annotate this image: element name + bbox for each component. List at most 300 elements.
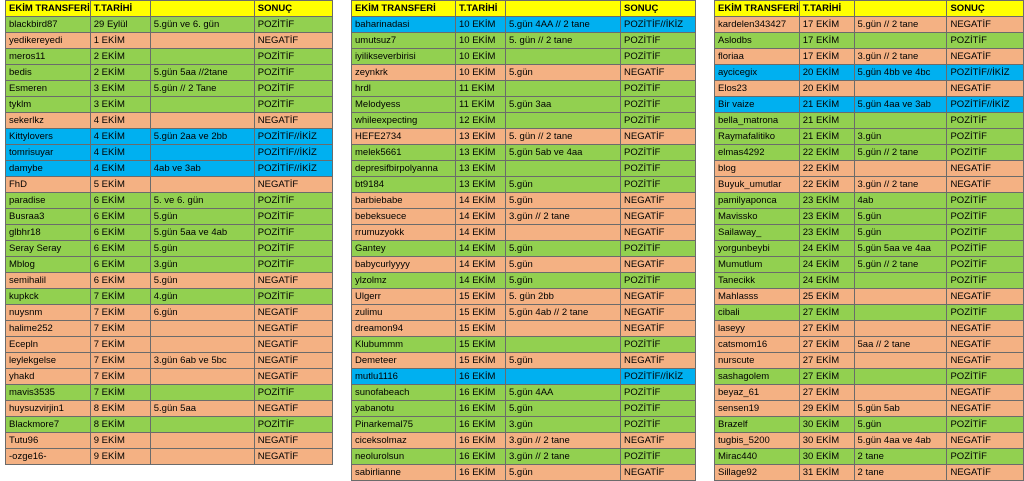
name-cell[interactable]: Esmeren bbox=[6, 81, 91, 97]
date-cell[interactable]: 16 EKİM bbox=[456, 385, 506, 401]
note-cell[interactable]: 5.gün 3aa bbox=[506, 97, 621, 113]
result-cell[interactable]: NEGATİF bbox=[621, 225, 696, 241]
name-cell[interactable]: Klubummm bbox=[352, 337, 456, 353]
note-cell[interactable]: 3.gün bbox=[506, 417, 621, 433]
name-cell[interactable]: blackbird87 bbox=[6, 17, 91, 33]
date-cell[interactable]: 24 EKİM bbox=[799, 273, 854, 289]
name-cell[interactable]: Mavissko bbox=[715, 209, 800, 225]
name-cell[interactable]: aycicegix bbox=[715, 65, 800, 81]
name-cell[interactable]: Tutu96 bbox=[6, 433, 91, 449]
name-cell[interactable]: Mahlasss bbox=[715, 289, 800, 305]
note-cell[interactable]: 5.gün 4AA // 2 tane bbox=[506, 17, 621, 33]
date-cell[interactable]: 27 EKİM bbox=[799, 321, 854, 337]
date-cell[interactable]: 27 EKİM bbox=[799, 337, 854, 353]
note-cell[interactable]: 2 tane bbox=[854, 465, 947, 481]
note-cell[interactable]: 5.gün bbox=[150, 241, 254, 257]
note-cell[interactable]: 5.gün // 2 tane bbox=[854, 145, 947, 161]
date-cell[interactable]: 13 EKİM bbox=[456, 145, 506, 161]
date-cell[interactable]: 17 EKİM bbox=[799, 33, 854, 49]
name-cell[interactable]: Brazelf bbox=[715, 417, 800, 433]
date-cell[interactable]: 15 EKİM bbox=[456, 353, 506, 369]
name-cell[interactable]: leylekgelse bbox=[6, 353, 91, 369]
name-cell[interactable]: Melodyess bbox=[352, 97, 456, 113]
name-cell[interactable]: Demeteer bbox=[352, 353, 456, 369]
result-cell[interactable]: POZİTİF bbox=[254, 97, 332, 113]
date-cell[interactable]: 8 EKİM bbox=[90, 401, 150, 417]
note-cell[interactable]: 5.gün 4aa ve 4ab bbox=[854, 433, 947, 449]
note-cell[interactable] bbox=[150, 449, 254, 465]
date-cell[interactable]: 1 EKİM bbox=[90, 33, 150, 49]
note-cell[interactable] bbox=[854, 353, 947, 369]
name-cell[interactable]: Pinarkemal75 bbox=[352, 417, 456, 433]
name-cell[interactable]: bedis bbox=[6, 65, 91, 81]
note-cell[interactable]: 5.gün bbox=[854, 209, 947, 225]
result-cell[interactable]: POZİTİF bbox=[254, 65, 332, 81]
note-cell[interactable] bbox=[854, 81, 947, 97]
result-cell[interactable]: POZİTİF bbox=[947, 193, 1024, 209]
note-cell[interactable] bbox=[150, 97, 254, 113]
result-cell[interactable]: NEGATİF bbox=[947, 321, 1024, 337]
note-cell[interactable] bbox=[150, 385, 254, 401]
note-cell[interactable]: 5. gün // 2 tane bbox=[506, 33, 621, 49]
note-cell[interactable]: 3.gün bbox=[150, 257, 254, 273]
name-cell[interactable]: floriaa bbox=[715, 49, 800, 65]
result-cell[interactable]: NEGATİF bbox=[621, 209, 696, 225]
note-cell[interactable]: 5.gün bbox=[150, 209, 254, 225]
name-cell[interactable]: Gantey bbox=[352, 241, 456, 257]
result-cell[interactable]: POZİTİF bbox=[947, 449, 1024, 465]
note-cell[interactable]: 5.gün 5ab ve 4aa bbox=[506, 145, 621, 161]
result-cell[interactable]: POZİTİF bbox=[621, 337, 696, 353]
name-cell[interactable]: Sailaway_ bbox=[715, 225, 800, 241]
note-cell[interactable]: 3.gün // 2 tane bbox=[506, 433, 621, 449]
result-cell[interactable]: NEGATİF bbox=[947, 385, 1024, 401]
name-cell[interactable]: tomrisuyar bbox=[6, 145, 91, 161]
date-cell[interactable]: 13 EKİM bbox=[456, 177, 506, 193]
name-cell[interactable]: sunofabeach bbox=[352, 385, 456, 401]
name-cell[interactable]: yhakd bbox=[6, 369, 91, 385]
result-cell[interactable]: POZİTİF bbox=[254, 81, 332, 97]
result-cell[interactable]: POZİTİF//İKİZ bbox=[254, 161, 332, 177]
result-cell[interactable]: POZİTİF bbox=[947, 273, 1024, 289]
result-cell[interactable]: NEGATİF bbox=[254, 177, 332, 193]
name-cell[interactable]: sashagolem bbox=[715, 369, 800, 385]
result-cell[interactable]: POZİTİF bbox=[621, 161, 696, 177]
date-cell[interactable]: 6 EKİM bbox=[90, 257, 150, 273]
name-cell[interactable]: paradise bbox=[6, 193, 91, 209]
result-cell[interactable]: POZİTİF bbox=[254, 209, 332, 225]
note-cell[interactable]: 5.gün bbox=[506, 177, 621, 193]
name-cell[interactable]: bebeksuece bbox=[352, 209, 456, 225]
name-cell[interactable]: barbiebabe bbox=[352, 193, 456, 209]
note-cell[interactable]: 5.gün 4AA bbox=[506, 385, 621, 401]
date-cell[interactable]: 21 EKİM bbox=[799, 97, 854, 113]
date-cell[interactable]: 15 EKİM bbox=[456, 305, 506, 321]
date-cell[interactable]: 22 EKİM bbox=[799, 161, 854, 177]
note-cell[interactable]: 5.gün bbox=[506, 401, 621, 417]
name-cell[interactable]: whileexpecting bbox=[352, 113, 456, 129]
result-cell[interactable]: NEGATİF bbox=[621, 353, 696, 369]
note-cell[interactable] bbox=[506, 321, 621, 337]
note-cell[interactable]: 5.gün 4aa ve 3ab bbox=[854, 97, 947, 113]
note-cell[interactable]: 5.gün 2aa ve 2bb bbox=[150, 129, 254, 145]
name-cell[interactable]: Mumutlum bbox=[715, 257, 800, 273]
name-cell[interactable]: kardelen343427 bbox=[715, 17, 800, 33]
result-cell[interactable]: POZİTİF bbox=[621, 449, 696, 465]
result-cell[interactable]: POZİTİF bbox=[621, 417, 696, 433]
note-cell[interactable] bbox=[854, 289, 947, 305]
result-cell[interactable]: POZİTİF//İKİZ bbox=[254, 129, 332, 145]
name-cell[interactable]: mutlu1116 bbox=[352, 369, 456, 385]
result-cell[interactable]: POZİTİF bbox=[947, 209, 1024, 225]
note-cell[interactable]: 5.gün 5aa //2tane bbox=[150, 65, 254, 81]
name-cell[interactable]: catsmom16 bbox=[715, 337, 800, 353]
note-cell[interactable]: 3.gün bbox=[854, 129, 947, 145]
date-cell[interactable]: 14 EKİM bbox=[456, 209, 506, 225]
note-cell[interactable]: 5.gün // 2 tane bbox=[854, 257, 947, 273]
result-cell[interactable]: POZİTİF bbox=[621, 145, 696, 161]
result-cell[interactable]: NEGATİF bbox=[947, 337, 1024, 353]
date-cell[interactable]: 27 EKİM bbox=[799, 353, 854, 369]
note-cell[interactable]: 5.gün // 2 tane bbox=[854, 17, 947, 33]
date-cell[interactable]: 6 EKİM bbox=[90, 225, 150, 241]
name-cell[interactable]: Ulgerr bbox=[352, 289, 456, 305]
note-cell[interactable]: 5.gün bbox=[506, 241, 621, 257]
date-cell[interactable]: 20 EKİM bbox=[799, 81, 854, 97]
name-cell[interactable]: zeynkrk bbox=[352, 65, 456, 81]
note-cell[interactable] bbox=[150, 417, 254, 433]
date-cell[interactable]: 30 EKİM bbox=[799, 449, 854, 465]
result-cell[interactable]: POZİTİF bbox=[621, 33, 696, 49]
date-cell[interactable]: 2 EKİM bbox=[90, 65, 150, 81]
result-cell[interactable]: POZİTİF bbox=[254, 385, 332, 401]
name-cell[interactable]: meros11 bbox=[6, 49, 91, 65]
date-cell[interactable]: 4 EKİM bbox=[90, 145, 150, 161]
date-cell[interactable]: 29 EKİM bbox=[799, 401, 854, 417]
note-cell[interactable]: 5.gün ve 6. gün bbox=[150, 17, 254, 33]
note-cell[interactable]: 5. gün // 2 tane bbox=[506, 129, 621, 145]
note-cell[interactable]: 5.gün bbox=[506, 65, 621, 81]
name-cell[interactable]: neolurolsun bbox=[352, 449, 456, 465]
date-cell[interactable]: 16 EKİM bbox=[456, 433, 506, 449]
result-cell[interactable]: POZİTİF bbox=[254, 49, 332, 65]
note-cell[interactable] bbox=[854, 33, 947, 49]
result-cell[interactable]: NEGATİF bbox=[947, 433, 1024, 449]
result-cell[interactable]: NEGATİF bbox=[254, 305, 332, 321]
date-cell[interactable]: 15 EKİM bbox=[456, 289, 506, 305]
date-cell[interactable]: 17 EKİM bbox=[799, 49, 854, 65]
name-cell[interactable]: Seray Seray bbox=[6, 241, 91, 257]
result-cell[interactable]: NEGATİF bbox=[621, 433, 696, 449]
date-cell[interactable]: 11 EKİM bbox=[456, 81, 506, 97]
note-cell[interactable] bbox=[506, 369, 621, 385]
result-cell[interactable]: NEGATİF bbox=[947, 465, 1024, 481]
name-cell[interactable]: tugbis_5200 bbox=[715, 433, 800, 449]
name-cell[interactable]: dreamon94 bbox=[352, 321, 456, 337]
result-cell[interactable]: POZİTİF bbox=[254, 17, 332, 33]
result-cell[interactable]: POZİTİF bbox=[621, 113, 696, 129]
date-cell[interactable]: 6 EKİM bbox=[90, 273, 150, 289]
note-cell[interactable] bbox=[854, 273, 947, 289]
result-cell[interactable]: POZİTİF bbox=[254, 193, 332, 209]
date-cell[interactable]: 7 EKİM bbox=[90, 385, 150, 401]
result-cell[interactable]: POZİTİF//İKİZ bbox=[947, 65, 1024, 81]
date-cell[interactable]: 9 EKİM bbox=[90, 433, 150, 449]
name-cell[interactable]: beyaz_61 bbox=[715, 385, 800, 401]
date-cell[interactable]: 22 EKİM bbox=[799, 177, 854, 193]
name-cell[interactable]: Busraa3 bbox=[6, 209, 91, 225]
note-cell[interactable]: 5.gün 5ab bbox=[854, 401, 947, 417]
result-cell[interactable]: POZİTİF bbox=[254, 257, 332, 273]
name-cell[interactable]: yabanotu bbox=[352, 401, 456, 417]
date-cell[interactable]: 14 EKİM bbox=[456, 193, 506, 209]
result-cell[interactable]: NEGATİF bbox=[947, 177, 1024, 193]
result-cell[interactable]: NEGATİF bbox=[254, 369, 332, 385]
result-cell[interactable]: POZİTİF bbox=[947, 417, 1024, 433]
note-cell[interactable]: 4.gün bbox=[150, 289, 254, 305]
note-cell[interactable] bbox=[150, 145, 254, 161]
note-cell[interactable] bbox=[854, 305, 947, 321]
result-cell[interactable]: NEGATİF bbox=[254, 337, 332, 353]
note-cell[interactable] bbox=[854, 161, 947, 177]
name-cell[interactable]: Mirac440 bbox=[715, 449, 800, 465]
name-cell[interactable]: FhD bbox=[6, 177, 91, 193]
name-cell[interactable]: Ecepln bbox=[6, 337, 91, 353]
date-cell[interactable]: 10 EKİM bbox=[456, 49, 506, 65]
result-cell[interactable]: POZİTİF//İKİZ bbox=[947, 97, 1024, 113]
date-cell[interactable]: 27 EKİM bbox=[799, 385, 854, 401]
note-cell[interactable]: 5.gün 5aa ve 4aa bbox=[854, 241, 947, 257]
note-cell[interactable]: 6.gün bbox=[150, 305, 254, 321]
result-cell[interactable]: POZİTİF bbox=[621, 177, 696, 193]
name-cell[interactable]: Blackmore7 bbox=[6, 417, 91, 433]
result-cell[interactable]: NEGATİF bbox=[254, 273, 332, 289]
note-cell[interactable]: 5.gün 4ab // 2 tane bbox=[506, 305, 621, 321]
result-cell[interactable]: NEGATİF bbox=[254, 33, 332, 49]
note-cell[interactable] bbox=[150, 177, 254, 193]
name-cell[interactable]: glbhr18 bbox=[6, 225, 91, 241]
date-cell[interactable]: 24 EKİM bbox=[799, 241, 854, 257]
result-cell[interactable]: POZİTİF bbox=[254, 225, 332, 241]
date-cell[interactable]: 2 EKİM bbox=[90, 49, 150, 65]
note-cell[interactable] bbox=[150, 433, 254, 449]
name-cell[interactable]: Mblog bbox=[6, 257, 91, 273]
date-cell[interactable]: 25 EKİM bbox=[799, 289, 854, 305]
date-cell[interactable]: 6 EKİM bbox=[90, 193, 150, 209]
note-cell[interactable] bbox=[150, 321, 254, 337]
result-cell[interactable]: NEGATİF bbox=[947, 401, 1024, 417]
result-cell[interactable]: POZİTİF bbox=[621, 401, 696, 417]
name-cell[interactable]: bt9184 bbox=[352, 177, 456, 193]
note-cell[interactable]: 5.gün 4bb ve 4bc bbox=[854, 65, 947, 81]
note-cell[interactable]: 2 tane bbox=[854, 449, 947, 465]
date-cell[interactable]: 13 EKİM bbox=[456, 129, 506, 145]
date-cell[interactable]: 4 EKİM bbox=[90, 161, 150, 177]
name-cell[interactable]: -ozge16- bbox=[6, 449, 91, 465]
date-cell[interactable]: 13 EKİM bbox=[456, 161, 506, 177]
date-cell[interactable]: 16 EKİM bbox=[456, 369, 506, 385]
name-cell[interactable]: baharinadasi bbox=[352, 17, 456, 33]
date-cell[interactable]: 7 EKİM bbox=[90, 289, 150, 305]
result-cell[interactable]: NEGATİF bbox=[621, 129, 696, 145]
date-cell[interactable]: 11 EKİM bbox=[456, 97, 506, 113]
name-cell[interactable]: semihalil bbox=[6, 273, 91, 289]
date-cell[interactable]: 14 EKİM bbox=[456, 225, 506, 241]
result-cell[interactable]: NEGATİF bbox=[621, 65, 696, 81]
name-cell[interactable]: umutsuz7 bbox=[352, 33, 456, 49]
name-cell[interactable]: hrdl bbox=[352, 81, 456, 97]
name-cell[interactable]: halime252 bbox=[6, 321, 91, 337]
note-cell[interactable]: 5.gün bbox=[506, 273, 621, 289]
date-cell[interactable]: 23 EKİM bbox=[799, 209, 854, 225]
result-cell[interactable]: POZİTİF bbox=[254, 417, 332, 433]
date-cell[interactable]: 14 EKİM bbox=[456, 241, 506, 257]
result-cell[interactable]: NEGATİF bbox=[621, 289, 696, 305]
date-cell[interactable]: 9 EKİM bbox=[90, 449, 150, 465]
result-cell[interactable]: POZİTİF bbox=[621, 81, 696, 97]
name-cell[interactable]: melek5661 bbox=[352, 145, 456, 161]
date-cell[interactable]: 16 EKİM bbox=[456, 417, 506, 433]
result-cell[interactable]: POZİTİF bbox=[947, 369, 1024, 385]
name-cell[interactable]: Aslodbs bbox=[715, 33, 800, 49]
date-cell[interactable]: 23 EKİM bbox=[799, 225, 854, 241]
name-cell[interactable]: rrumuzyokk bbox=[352, 225, 456, 241]
date-cell[interactable]: 15 EKİM bbox=[456, 321, 506, 337]
result-cell[interactable]: POZİTİF bbox=[254, 241, 332, 257]
result-cell[interactable]: NEGATİF bbox=[254, 449, 332, 465]
note-cell[interactable]: 5.gün bbox=[854, 225, 947, 241]
name-cell[interactable]: sabirlianne bbox=[352, 465, 456, 481]
name-cell[interactable]: babycurlyyyy bbox=[352, 257, 456, 273]
result-cell[interactable]: NEGATİF bbox=[947, 353, 1024, 369]
name-cell[interactable]: huysuzvirjin1 bbox=[6, 401, 91, 417]
date-cell[interactable]: 30 EKİM bbox=[799, 417, 854, 433]
name-cell[interactable]: pamilyaponca bbox=[715, 193, 800, 209]
date-cell[interactable]: 23 EKİM bbox=[799, 193, 854, 209]
result-cell[interactable]: POZİTİF bbox=[947, 113, 1024, 129]
result-cell[interactable]: POZİTİF bbox=[254, 289, 332, 305]
note-cell[interactable]: 5.gün 5aa ve 4ab bbox=[150, 225, 254, 241]
date-cell[interactable]: 31 EKİM bbox=[799, 465, 854, 481]
note-cell[interactable]: 3.gün // 2 tane bbox=[506, 449, 621, 465]
name-cell[interactable]: iyilikseverbirisi bbox=[352, 49, 456, 65]
date-cell[interactable]: 30 EKİM bbox=[799, 433, 854, 449]
note-cell[interactable]: 5.gün bbox=[506, 465, 621, 481]
note-cell[interactable] bbox=[506, 225, 621, 241]
result-cell[interactable]: NEGATİF bbox=[947, 161, 1024, 177]
result-cell[interactable]: NEGATİF bbox=[621, 305, 696, 321]
name-cell[interactable]: nuysnm bbox=[6, 305, 91, 321]
result-cell[interactable]: POZİTİF bbox=[621, 273, 696, 289]
result-cell[interactable]: NEGATİF bbox=[947, 289, 1024, 305]
note-cell[interactable] bbox=[506, 337, 621, 353]
name-cell[interactable]: Buyuk_umutlar bbox=[715, 177, 800, 193]
date-cell[interactable]: 6 EKİM bbox=[90, 241, 150, 257]
result-cell[interactable]: POZİTİF//İKİZ bbox=[621, 17, 696, 33]
date-cell[interactable]: 16 EKİM bbox=[456, 401, 506, 417]
note-cell[interactable] bbox=[854, 385, 947, 401]
date-cell[interactable]: 10 EKİM bbox=[456, 33, 506, 49]
date-cell[interactable]: 6 EKİM bbox=[90, 209, 150, 225]
result-cell[interactable]: NEGATİF bbox=[254, 113, 332, 129]
name-cell[interactable]: yedikereyedi bbox=[6, 33, 91, 49]
date-cell[interactable]: 12 EKİM bbox=[456, 113, 506, 129]
note-cell[interactable] bbox=[854, 369, 947, 385]
date-cell[interactable]: 8 EKİM bbox=[90, 417, 150, 433]
note-cell[interactable] bbox=[150, 33, 254, 49]
note-cell[interactable]: 3.gün // 2 tane bbox=[854, 49, 947, 65]
name-cell[interactable]: elmas4292 bbox=[715, 145, 800, 161]
name-cell[interactable]: Raymafalitiko bbox=[715, 129, 800, 145]
date-cell[interactable]: 4 EKİM bbox=[90, 129, 150, 145]
name-cell[interactable]: nurscute bbox=[715, 353, 800, 369]
note-cell[interactable] bbox=[150, 337, 254, 353]
date-cell[interactable]: 14 EKİM bbox=[456, 273, 506, 289]
result-cell[interactable]: NEGATİF bbox=[621, 465, 696, 481]
date-cell[interactable]: 10 EKİM bbox=[456, 65, 506, 81]
result-cell[interactable]: POZİTİF bbox=[947, 129, 1024, 145]
note-cell[interactable]: 5aa // 2 tane bbox=[854, 337, 947, 353]
note-cell[interactable]: 3.gün 6ab ve 5bc bbox=[150, 353, 254, 369]
date-cell[interactable]: 17 EKİM bbox=[799, 17, 854, 33]
name-cell[interactable]: yorgunbeybi bbox=[715, 241, 800, 257]
note-cell[interactable]: 4ab ve 3ab bbox=[150, 161, 254, 177]
note-cell[interactable]: 3.gün // 2 tane bbox=[506, 209, 621, 225]
result-cell[interactable]: POZİTİF bbox=[621, 241, 696, 257]
result-cell[interactable]: POZİTİF bbox=[621, 97, 696, 113]
name-cell[interactable]: blog bbox=[715, 161, 800, 177]
note-cell[interactable] bbox=[854, 113, 947, 129]
note-cell[interactable]: 5.gün bbox=[506, 353, 621, 369]
note-cell[interactable] bbox=[150, 369, 254, 385]
name-cell[interactable]: ylzolmz bbox=[352, 273, 456, 289]
date-cell[interactable]: 24 EKİM bbox=[799, 257, 854, 273]
date-cell[interactable]: 5 EKİM bbox=[90, 177, 150, 193]
date-cell[interactable]: 14 EKİM bbox=[456, 257, 506, 273]
note-cell[interactable] bbox=[854, 321, 947, 337]
result-cell[interactable]: POZİTİF bbox=[621, 385, 696, 401]
result-cell[interactable]: POZİTİF bbox=[621, 49, 696, 65]
name-cell[interactable]: laseyy bbox=[715, 321, 800, 337]
result-cell[interactable]: POZİTİF bbox=[947, 241, 1024, 257]
note-cell[interactable] bbox=[506, 81, 621, 97]
name-cell[interactable]: tyklm bbox=[6, 97, 91, 113]
name-cell[interactable]: kupkck bbox=[6, 289, 91, 305]
result-cell[interactable]: NEGATİF bbox=[254, 401, 332, 417]
date-cell[interactable]: 29 Eylül bbox=[90, 17, 150, 33]
date-cell[interactable]: 15 EKİM bbox=[456, 337, 506, 353]
note-cell[interactable]: 5.gün // 2 Tane bbox=[150, 81, 254, 97]
note-cell[interactable]: 5.gün bbox=[506, 193, 621, 209]
name-cell[interactable]: mavis3535 bbox=[6, 385, 91, 401]
note-cell[interactable] bbox=[506, 161, 621, 177]
name-cell[interactable]: sekerlkz bbox=[6, 113, 91, 129]
result-cell[interactable]: NEGATİF bbox=[621, 193, 696, 209]
result-cell[interactable]: POZİTİF bbox=[947, 225, 1024, 241]
date-cell[interactable]: 7 EKİM bbox=[90, 321, 150, 337]
name-cell[interactable]: ciceksolmaz bbox=[352, 433, 456, 449]
result-cell[interactable]: NEGATİF bbox=[254, 433, 332, 449]
date-cell[interactable]: 7 EKİM bbox=[90, 369, 150, 385]
date-cell[interactable]: 27 EKİM bbox=[799, 369, 854, 385]
result-cell[interactable]: POZİTİF bbox=[947, 33, 1024, 49]
result-cell[interactable]: NEGATİF bbox=[254, 353, 332, 369]
result-cell[interactable]: POZİTİF bbox=[947, 257, 1024, 273]
date-cell[interactable]: 7 EKİM bbox=[90, 337, 150, 353]
date-cell[interactable]: 22 EKİM bbox=[799, 145, 854, 161]
date-cell[interactable]: 10 EKİM bbox=[456, 17, 506, 33]
name-cell[interactable]: Kittylovers bbox=[6, 129, 91, 145]
